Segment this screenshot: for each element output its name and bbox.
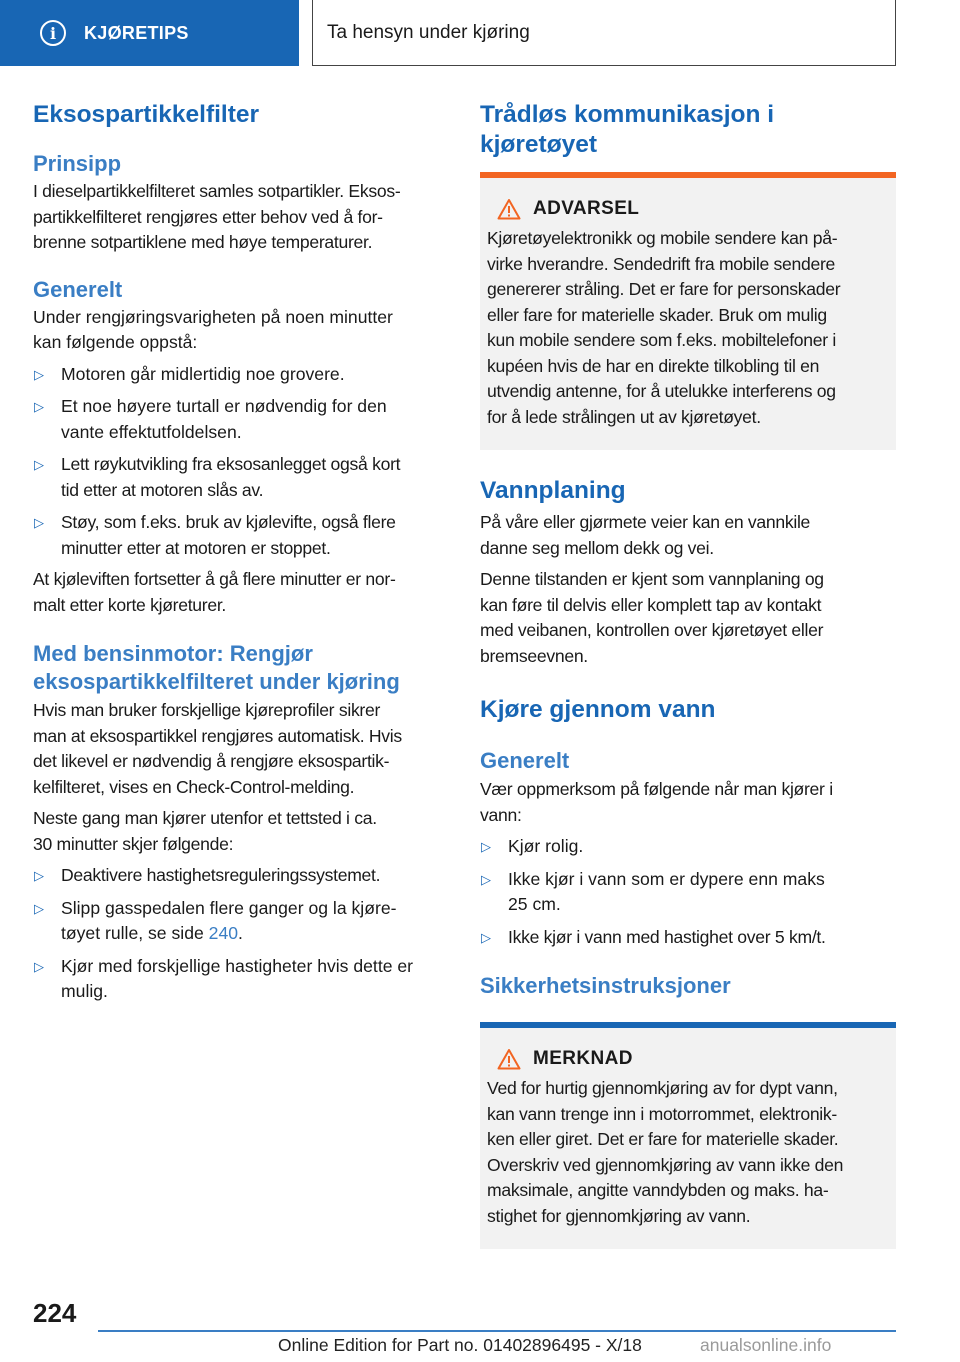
chapter-tab xyxy=(0,0,299,66)
triangle-bullet-icon: ▷ xyxy=(34,958,44,974)
water-intro: Vær oppmerksom på følgende når man kjører i vann: xyxy=(480,779,833,825)
list-item: ▷ Ikke kjør i vann med hastighet over 5 km/t. xyxy=(480,925,896,951)
page-reference-link[interactable]: 240 xyxy=(208,923,239,943)
warning-text: Kjøretøyelektronikk og mobile sendere kan på- virke hverandre. Sendedrift fra mobile sendere genererer stråling. Det er fare for personskader eller fare for materielle skader. Bruk om mulig kun mobile sendere som f.eks. mobiltelefoner i kupéen hvis de har en direkte tilkobling til en utvendig antenne, for å utelukke interferens og for å lede strålingen ut av kjøretøyet. xyxy=(487,228,841,427)
list-item: ▷ Et noe høyere turtall er nødvendig for den vante effektutfoldelsen. xyxy=(33,394,445,445)
principle-text: I dieselpartikkelfilteret samles sotpartikler. Eksos- partikkelfilteret rengjøres etter behov ved å for- brenne sotpartiklene med høye temperaturer. xyxy=(33,181,401,252)
heading-wireless: Trådløs kommunikasjon i kjøretøyet xyxy=(480,101,775,158)
heading-general-water: Generelt xyxy=(480,748,570,773)
left-column xyxy=(33,100,445,1005)
heading-driving-through-water: Kjøre gjennom vann xyxy=(480,696,716,723)
heading-safety: Sikkerhetsinstruksjoner xyxy=(480,973,731,998)
section-title: Ta hensyn under kjøring xyxy=(312,0,896,66)
triangle-bullet-icon: ▷ xyxy=(481,839,491,854)
warning-box xyxy=(480,178,896,450)
triangle-bullet-icon: ▷ xyxy=(34,399,44,414)
general-intro: Under rengjøringsvarigheten på noen minutter kan følgende oppstå: xyxy=(33,306,393,352)
triangle-bullet-icon: ▷ xyxy=(34,515,44,530)
list-item: ▷ Lett røykutvikling fra eksosanlegget også kort tid etter at motoren slås av. xyxy=(33,452,445,503)
triangle-bullet-icon: ▷ xyxy=(34,868,44,883)
heading-exhaust-filter: Eksospartikkelfilter xyxy=(33,101,260,128)
list-item: ▷ Slipp gasspedalen flere ganger og la kjøre- tøyet rulle, se side 240. xyxy=(33,896,445,947)
petrol-para1: Hvis man bruker forskjellige kjøreprofiler sikrer man at eksospartikkel rengjøres automatisk. Hvis det likevel er nødvendig å rengjøre eksospartik- kelfilteret, vises en Check-Control-melding. xyxy=(33,700,402,797)
triangle-bullet-icon: ▷ xyxy=(481,929,491,945)
chapter-label: KJØRETIPS xyxy=(84,22,189,43)
aquaplaning-para2: Denne tilstanden er kjent som vannplaning og kan føre til delvis eller komplett tap av kontakt med veibanen, kontrollen over kjøretøyet eller bremseevnen. xyxy=(480,569,824,666)
list-item: ▷ Motoren går midlertidig noe grovere. xyxy=(33,362,445,388)
triangle-bullet-icon: ▷ xyxy=(34,900,44,916)
list-item: ▷ Kjør rolig. xyxy=(480,834,896,860)
heading-general: Generelt xyxy=(33,276,123,302)
triangle-bullet-icon: ▷ xyxy=(481,871,491,887)
list-item: ▷ Ikke kjør i vann som er dypere enn maks 25 cm. xyxy=(480,867,896,918)
list-item: ▷ Kjør med forskjellige hastigheter hvis dette er mulig. xyxy=(33,954,445,1005)
heading-petrol-engine: Med bensinmotor: Rengjør eksospartikkelfilteret under kjøring xyxy=(33,641,400,694)
warning-triangle-icon xyxy=(487,198,531,220)
aquaplaning-para1: På våre eller gjørmete veier kan en vannkile danne seg mellom dekk og vei. xyxy=(480,512,811,558)
triangle-bullet-icon: ▷ xyxy=(34,366,44,382)
note-box xyxy=(480,1028,896,1249)
page-number: 224 xyxy=(33,1298,77,1328)
list-item: ▷ Deaktivere hastighetsreguleringssystemet. xyxy=(33,863,445,889)
list-item: ▷ Støy, som f.eks. bruk av kjølevifte, også flere minutter etter at motoren er stoppet. xyxy=(33,510,445,561)
note-text: Ved for hurtig gjennomkjøring av for dypt vann, kan vann trenge inn i motorrommet, elektronik- ken eller giret. Det er fare for materielle skader. Overskriv ved gjennomkjøring av vann ikke den maksimale, angitte vanndybden og maks. ha- stighet for gjennomkjøring av vann. xyxy=(487,1078,844,1226)
general-outro: At kjøleviften fortsetter å gå flere minutter er nor- malt etter korte kjøreturer. xyxy=(33,569,396,615)
note-title: MERKNAD xyxy=(533,1048,633,1069)
right-column xyxy=(480,100,896,1249)
triangle-bullet-icon: ▷ xyxy=(34,457,44,472)
heading-aquaplaning: Vannplaning xyxy=(480,477,626,504)
heading-principle: Prinsipp xyxy=(33,151,122,176)
footer-divider xyxy=(98,1330,896,1332)
petrol-para2: Neste gang man kjører utenfor et tettsted i ca. 30 minutter skjer følgende: xyxy=(33,808,377,854)
warning-title: ADVARSEL xyxy=(533,198,640,219)
warning-triangle-icon xyxy=(487,1048,531,1070)
info-circle-icon: i xyxy=(40,20,66,46)
edition-text: Online Edition for Part no. 01402896495 - X/18 xyxy=(278,1335,642,1355)
page-header xyxy=(0,0,960,66)
watermark: anualsonline.info xyxy=(700,1335,832,1355)
